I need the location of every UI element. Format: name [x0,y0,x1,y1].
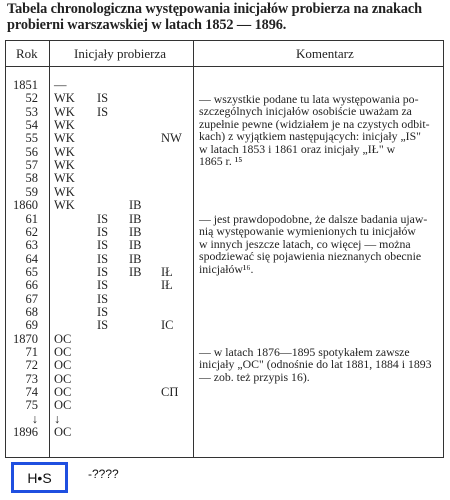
comment-line: inicjałów¹⁶. [199,261,254,276]
initials-wk-oc: WK [54,198,75,213]
question-note: -???? [88,467,119,481]
year-cell: 67 [25,291,38,306]
initials-wk-oc: WK [54,144,75,159]
comment-line: w innych jeszcze latach, co więcej — można [199,236,411,251]
title-line-1: Tabela chronologiczna występowania inicjałów probierza na znakach [7,1,423,17]
initials-is: IS [97,251,109,266]
comment-line: — zob. też przypis 16). [199,369,310,384]
year-cell: 54 [25,118,38,133]
year-cell: 1870 [13,331,38,346]
column-divider-inicjaly [193,41,194,457]
initials-is: IS [97,291,109,306]
initials-other: NW [161,131,182,146]
initials-ib: IB [129,224,142,239]
table-title [7,1,437,33]
column-divider-rok [49,41,50,457]
initials-wk-oc: OC [54,371,72,386]
initials-wk-oc: WK [54,184,75,199]
initials-is: IS [97,318,109,333]
year-cell: 57 [25,158,38,173]
initials-is: IS [97,104,109,119]
year-cell: 53 [25,104,38,119]
initials-other: CП [161,385,179,400]
initials-ib: IB [129,198,142,213]
comment-line: spodziewać się pojawienia nieznanych obecnie [199,249,422,264]
header-komentarz: Komentarz [296,46,354,61]
initials-wk-oc: OC [54,425,72,440]
header-divider [6,66,443,67]
year-cell: 71 [25,345,38,359]
initials-wk-oc: ↓ [54,411,61,426]
initials-wk-oc: WK [54,131,75,146]
initials-wk-oc: OC [54,358,72,373]
initials-is: IS [97,211,109,226]
initials-is: IS [97,224,109,239]
year-cell: 61 [25,211,38,226]
initials-wk-oc: WK [54,118,75,133]
header-inicjaly: Inicjały probierza [74,46,167,61]
initials-wk-oc: WK [54,158,75,173]
assay-mark-text: H•S [27,469,52,486]
year-cell: 62 [25,224,38,239]
initials-ib: IB [129,211,142,226]
initials-is: IS [97,304,109,319]
comment-line: nią występowanie wymienionych tu inicjałów [199,224,416,239]
initials-wk-oc: OC [54,385,72,400]
initials-wk-oc: OC [54,331,72,346]
year-cell: ↓ [31,411,38,426]
year-cell: 52 [25,91,38,106]
year-cell: 59 [25,184,38,199]
initials-other: IŁ [161,278,173,293]
comment-line: zupełnie pewne (widziałem je na czystych odbit- [199,116,430,131]
initials-wk-oc: OC [54,398,72,413]
comment-block-1 [199,93,435,167]
year-cell: 1851 [13,78,38,92]
initials-other: IŁ [161,264,173,279]
year-cell: 65 [25,264,38,279]
comment-line: inicjały „OC" (odnośnie do lat 1881, 1884 i 1893 [199,357,432,372]
initials-is: IS [97,264,109,279]
initials-wk-oc: WK [54,171,75,186]
header-rok: Rok [16,46,38,61]
initials-ib: IB [129,251,142,266]
initials-ib: IB [129,238,142,253]
year-cell: 73 [25,371,38,386]
initials-is: IS [97,278,109,293]
initials-ib: IB [129,264,142,279]
comment-line: — jest prawdopodobne, że dalsze badania ujaw- [199,212,428,226]
comment-block-3 [199,346,435,383]
year-cell: 64 [25,251,38,266]
year-cell: 1860 [13,198,38,213]
year-cell: 68 [25,304,38,319]
year-cell: 66 [25,278,38,293]
year-cell: 63 [25,238,38,253]
comment-line: w latach 1853 i 1861 oraz inicjały „IŁ" w [199,141,396,156]
chronology-table [5,40,444,458]
year-cell: 69 [25,318,38,333]
comment-line: kach) z wyjątkiem następujących: inicjały „IS" [199,129,421,144]
comment-line: — wszystkie podane tu lata występowania po- [199,92,419,106]
year-cell: 56 [25,144,38,159]
assay-mark-box [11,462,68,493]
initials-is: IS [97,91,109,106]
comment-line: 1865 r. ¹⁵ [199,154,243,169]
year-cell: 72 [25,358,38,373]
initials-other: IC [161,318,174,333]
comment-block-2 [199,213,435,275]
initials-wk-oc: WK [54,104,75,119]
initials-is: IS [97,238,109,253]
year-cell: 1896 [13,425,38,440]
comment-line: — w latach 1876—1895 spotykałem zawsze [199,345,410,359]
initials-wk-oc: OC [54,345,72,359]
year-cell: 58 [25,171,38,186]
initials-wk-oc: — [54,78,67,92]
year-cell: 74 [25,385,38,400]
comment-line: szczególnych inicjałów osobiście uważam za [199,104,412,119]
year-cell: 75 [25,398,38,413]
title-line-2: probierni warszawskiej w latach 1852 — 1896. [7,17,287,33]
year-cell: 55 [25,131,38,146]
initials-wk-oc: WK [54,91,75,106]
